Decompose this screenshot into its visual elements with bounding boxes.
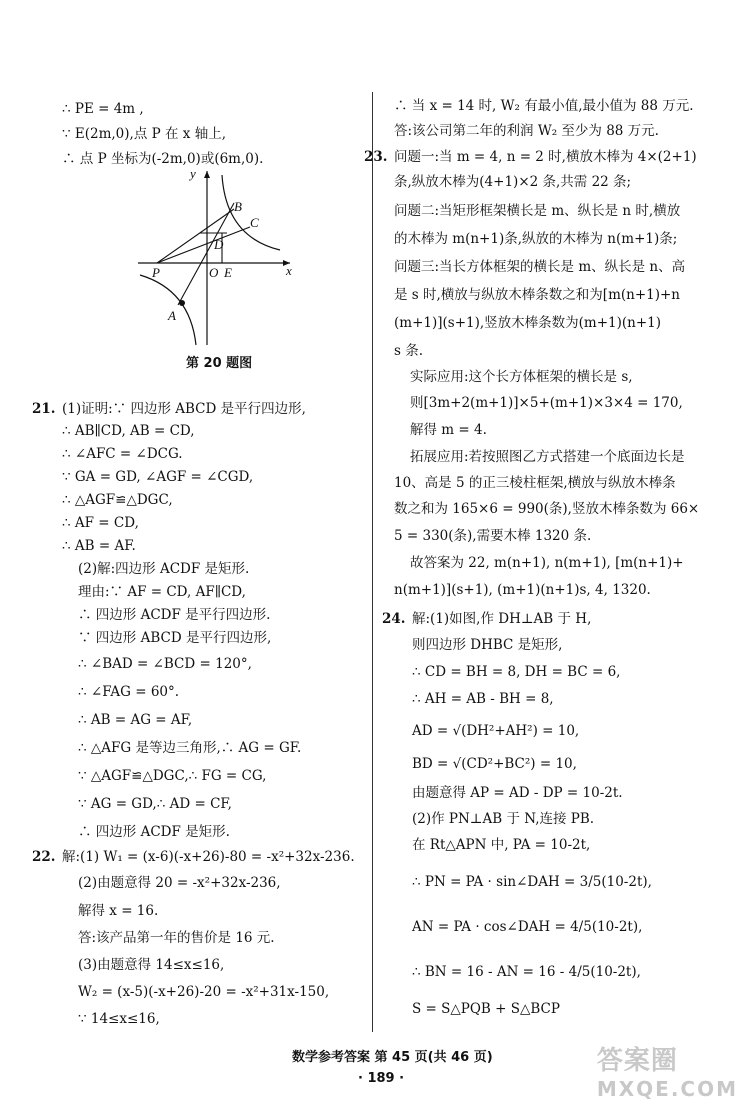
- y-axis-arrow: [204, 171, 210, 178]
- text-line: BD = √(CD²+BC²) = 10,: [412, 756, 577, 772]
- page-number: · 189 ·: [358, 1071, 405, 1086]
- text-line: ∴ ∠BAD = ∠BCD = 120°,: [78, 656, 252, 672]
- text-line: ∴ BN = 16 - AN = 16 - 4/5(10-2t),: [412, 964, 641, 980]
- text-line: (3)由题意得 14≤x≤16,: [78, 957, 225, 973]
- text-line: 故答案为 22, m(n+1), n(m+1), [m(n+1)+: [410, 555, 684, 571]
- text-line: ∴ PN = PA · sin∠DAH = 3/5(10-2t),: [412, 874, 652, 890]
- text-line: 5 = 330(条),需要木棒 1320 条.: [394, 528, 592, 544]
- text-line: n(m+1)](s+1), (m+1)(n+1)s, 4, 1320.: [394, 582, 651, 598]
- text-line: 问题三:当长方体框架的横长是 m、纵长是 n、高: [394, 259, 686, 275]
- text-line: ∵ AG = GD,∴ AD = CF,: [78, 796, 232, 812]
- text-line: (1)证明:∵ 四边形 ABCD 是平行四边形,: [62, 401, 306, 417]
- text-line: W₂ = (x-5)(-x+26)-20 = -x²+31x-150,: [78, 984, 330, 1000]
- text-line: 10、高是 5 的正三棱柱框架,横放与纵放木棒条: [394, 475, 676, 491]
- label-e: E: [224, 265, 232, 280]
- text-line: 由题意得 AP = AD - DP = 10-2t.: [412, 785, 623, 801]
- text-line: 解:(1)如图,作 DH⊥AB 于 H,: [412, 611, 592, 627]
- point-a: [179, 300, 185, 306]
- text-line: s 条.: [394, 343, 424, 359]
- text-line: ∴ AB = AG = AF,: [78, 712, 193, 728]
- text-line: ∴ 四边形 ACDF 是矩形.: [78, 824, 230, 840]
- text-line: 解得 x = 16.: [78, 903, 159, 919]
- label-o: O: [209, 265, 219, 280]
- label-d: D: [214, 237, 224, 252]
- text-line: ∴ 当 x = 14 时, W₂ 有最小值,最小值为 88 万元.: [394, 98, 694, 114]
- text-line: 答:该产品第一年的售价是 16 元.: [78, 930, 275, 946]
- problem-number: 21.: [32, 401, 56, 417]
- label-c: C: [250, 215, 259, 230]
- problem-number: 24.: [382, 611, 406, 627]
- text-line: (m+1)](s+1),竖放木棒条数为(m+1)(n+1): [394, 315, 662, 331]
- line-ab: [178, 203, 234, 305]
- text-line: ∴ 点 P 坐标为(-2m,0)或(6m,0).: [62, 151, 264, 167]
- text-line: ∵ E(2m,0),点 P 在 x 轴上,: [62, 126, 226, 142]
- text-line: (2)由题意得 20 = -x²+32x-236,: [78, 875, 281, 891]
- text-line: 数之和为 165×6 = 990(条),竖放木棒条数为 66×: [394, 501, 700, 517]
- label-a: A: [168, 308, 176, 323]
- text-line: 在 Rt△APN 中, PA = 10-2t,: [412, 837, 591, 853]
- text-line: ∴ AB = AF.: [62, 538, 136, 554]
- text-line: ∵ 14≤x≤16,: [78, 1011, 160, 1027]
- text-line: ∵ 四边形 ABCD 是平行四边形,: [78, 630, 272, 646]
- text-line: ∴ ∠AFC = ∠DCG.: [62, 446, 183, 462]
- text-line: 拓展应用:若按照图乙方式搭建一个底面边长是: [410, 449, 685, 465]
- text-line: 解得 m = 4.: [410, 422, 487, 438]
- label-p: P: [152, 265, 160, 280]
- text-line: AN = PA · cos∠DAH = 4/5(10-2t),: [412, 919, 643, 935]
- text-line: 解:(1) W₁ = (x-6)(-x+26)-80 = -x²+32x-236.: [62, 849, 355, 865]
- watermark-line1: 答案圈: [596, 1046, 678, 1076]
- text-line: ∴ 四边形 ACDF 是平行四边形.: [78, 607, 271, 623]
- text-line: (2)作 PN⊥AB 于 N,连接 PB.: [412, 811, 595, 827]
- text-line: 条,纵放木棒为(4+1)×2 条,共需 22 条;: [394, 174, 632, 190]
- text-line: ∴ ∠FAG = 60°.: [78, 684, 180, 700]
- text-line: ∴ △AFG 是等边三角形,∴ AG = GF.: [78, 740, 302, 756]
- text-line: AD = √(DH²+AH²) = 10,: [412, 723, 580, 739]
- text-line: ∵ △AGF≌△DGC,∴ FG = CG,: [78, 768, 267, 784]
- text-line: 问题一:当 m = 4, n = 2 时,横放木棒为 4×(2+1): [394, 149, 697, 165]
- text-line: ∴ PE = 4m ,: [62, 101, 144, 117]
- text-line: ∴ △AGF≌△DGC,: [62, 492, 173, 508]
- figure-caption: 第 20 题图: [186, 356, 253, 371]
- hyperbola-upper: [222, 175, 280, 250]
- text-line: 是 s 时,横放与纵放木棒条数之和为[m(n+1)+n: [394, 287, 681, 303]
- text-line: (2)解:四边形 ACDF 是矩形.: [78, 561, 250, 577]
- text-line: ∴ AH = AB - BH = 8,: [412, 691, 554, 707]
- text-line: 答:该公司第二年的利润 W₂ 至少为 88 万元.: [394, 123, 659, 139]
- label-y: y: [190, 166, 196, 181]
- text-line: 的木棒为 m(n+1)条,纵放的木棒为 n(m+1)条;: [394, 231, 678, 247]
- text-line: 实际应用:这个长方体框架的横长是 s,: [410, 369, 633, 385]
- footer-title: 数学参考答案 第 45 页(共 46 页): [292, 1050, 493, 1065]
- text-line: ∴ AB∥CD, AB = CD,: [62, 423, 195, 439]
- text-line: 理由:∵ AF = CD, AF∥CD,: [78, 584, 246, 600]
- text-line: ∵ GA = GD, ∠AGF = ∠CGD,: [62, 469, 254, 485]
- text-line: 问题二:当矩形框架横长是 m、纵长是 n 时,横放: [394, 203, 681, 219]
- problem-number: 22.: [32, 849, 56, 865]
- text-line: 则[3m+2(m+1)]×5+(m+1)×3×4 = 170,: [410, 395, 683, 411]
- text-line: 则四边形 DHBC 是矩形,: [412, 637, 563, 653]
- label-b: B: [234, 199, 242, 214]
- text-line: S = S△PQB + S△BCP: [412, 1001, 560, 1017]
- figure-20: [130, 165, 300, 350]
- text-line: ∴ CD = BH = 8, DH = BC = 6,: [412, 664, 621, 680]
- label-x: x: [286, 263, 292, 278]
- watermark-line2: MXQE.COM: [596, 1077, 738, 1101]
- column-divider: [372, 92, 373, 1032]
- text-line: ∴ AF = CD,: [62, 515, 139, 531]
- problem-number: 23.: [364, 149, 388, 165]
- watermark-logo: [597, 1040, 738, 1101]
